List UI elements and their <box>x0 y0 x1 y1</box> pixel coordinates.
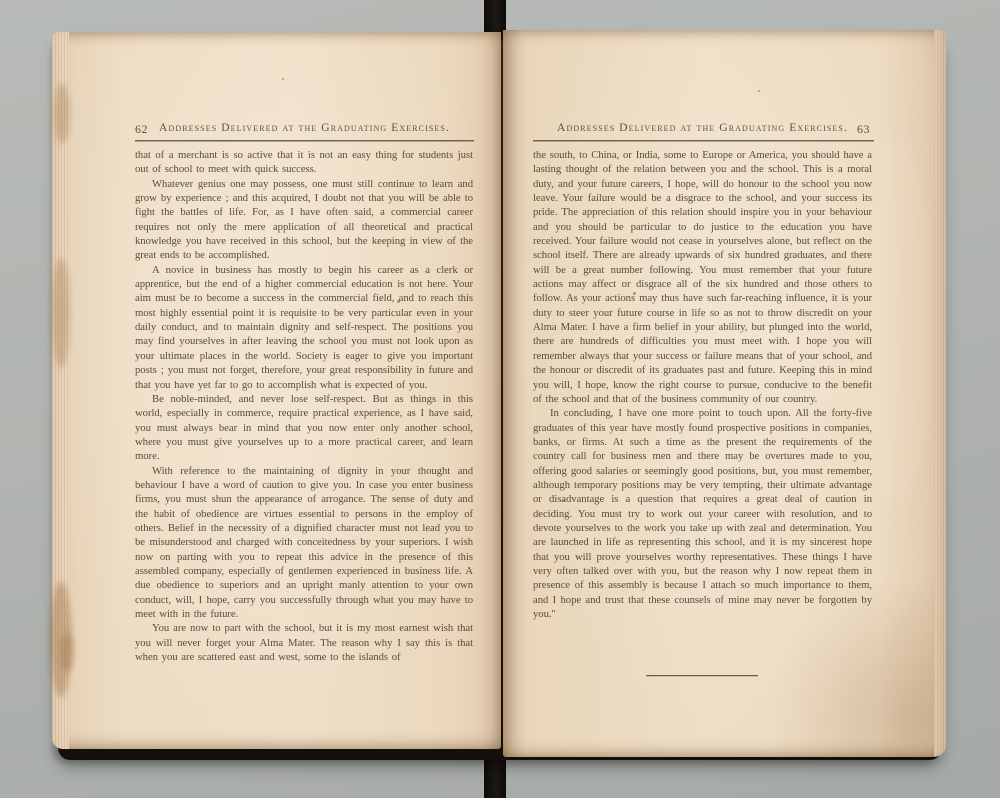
left-page-header <box>135 122 474 138</box>
page-number: 63 <box>857 122 870 136</box>
paragraph: Be noble-minded, and never lose self-respect. But as things in this world, especially in commerce, require practical experience, as I have said, you must always bear in mind that you now enter only another school, where you must give yourselves up to a more practical career, and learn more. <box>135 392 473 463</box>
right-page <box>503 30 946 757</box>
paragraph: With reference to the maintaining of dignity in your thought and behaviour I have a word of caution to give you. In case you enter business firms, you must shun the appearance of arrogance. The sense of duty and the habit of obedience are virtues essential to persons in the employ of others. Belief in the necessity of a dignified character must not lead you to be misunderstood and charged with conceitedness by your superiors. I wish now on parting with you to repeat this advice in the presence of this assembled company, especially of gentlemen experienced in business life. A due obedience to superiors and an upright manly attention to your own conduct, will, I hope, carry you successfully through what you may have to meet with in the future. <box>135 464 473 620</box>
left-page-text <box>135 148 473 664</box>
right-page-header <box>533 122 872 138</box>
paper-speck <box>758 90 760 92</box>
foxing-stain <box>52 258 70 368</box>
foxing-stain <box>54 84 70 144</box>
foxing-stain <box>60 632 74 672</box>
running-title: Addresses Delivered at the Graduating Exercises. <box>159 122 450 134</box>
paragraph: that of a merchant is so active that it is not an easy thing for students just out of school to meet with quick success. <box>135 149 473 176</box>
left-page <box>52 32 501 749</box>
page-number: 62 <box>135 122 148 136</box>
paragraph: the south, to China, or India, some to Europe or America, you should have a lasting thought of the relation between you and the school. This is a moral duty, and your future careers, I hope, will do honour to the school you now leave. Your failure would be a disgrace to the school, and your success its pride. The appreciation of this relation should inspire you in your behaviour and you should be particular to do justice to the education you have received. Your failure would not cease in yourselves alone, but reflect on the school itself. There are already upwards of six hundred graduates, and there will be a great number following. You must remember that your future actions may affect or disgrace all of the six hundred and those others to follow. As your actions may thus have such far-reaching influence, it is your duty to steer your future course in life so as not to throw discredit on your Alma Mater. I have a firm belief in your ability, but plunged into the world, there are hundreds of difficulties you must meet with. I hope you will remember always that your success or failure means that of your school, and the honour or discredit of its graduates past and future. Keeping this in mind you will, I hope, know the right course to pursue, conducive to the benefit of the school and that of the business community of our country. <box>533 149 872 405</box>
paragraph: In concluding, I have one more point to touch upon. All the forty-five graduates of this year have mostly found prospective positions in companies, banks, or firms. At such a time as the present the requirements of the country call for business men and there may be overtures made to you, offering good salaries or seemingly good positions, but, you must remember, although temporary positions may be very tempting, their ultimate advantage or disadvantage is a question that requires a great deal of caution in deciding. You must try to work out your career with resolution, and to devote yourselves to the work you take up with zeal and determination. You are launched in life as representing this school, and it is my sincerest hope that you will prove yourselves worthy representatives. These things I have very often talked over with you, but the reason why I now repeat them in presence of this assembly is because I attach so much importance to them, and I hope and trust that these counsels of mine may never be forgotten by you." <box>533 407 872 620</box>
right-page-text <box>533 148 872 621</box>
header-rule <box>135 140 474 142</box>
paragraph: A novice in business has mostly to begin his career as a clerk or apprentice, but the end of a higher commercial education is not here. Your aim must be to become a success in the commercial field, and to reach this most highly essential point it is requisite to be very particular even in your daily conduct, and to maintain dignity and self-respect. The positions you may find yourselves in after leaving the school you must not look upon as your ultimate places in the world. Society is eager to give you important posts ; you must not forget, therefore, your great responsibility in future and that you have yet far to go to accomplish what is expected of you. <box>135 263 473 391</box>
left-page-edge-stack <box>52 32 69 749</box>
paragraph: You are now to part with the school, but it is my most earnest wish that you will never forget your Alma Mater. The reason why I say this is that when you are scattered east and west, some to the islands of <box>135 622 473 664</box>
section-divider <box>646 675 758 676</box>
paragraph: Whatever genius one may possess, one must still continue to learn and grow by experience ; and this acquired, I doubt not that you will be able to fight the battles of life. For, as I have often said, a commercial career requires not only the mere application of all theoretical and practical knowledge you have received in this school, but the keeping in view of the great ends to be accomplished. <box>135 177 473 262</box>
header-rule <box>533 140 874 142</box>
right-page-edge-stack <box>934 30 946 757</box>
paper-speck <box>282 78 284 80</box>
running-title: Addresses Delivered at the Graduating Exercises. <box>557 122 848 134</box>
